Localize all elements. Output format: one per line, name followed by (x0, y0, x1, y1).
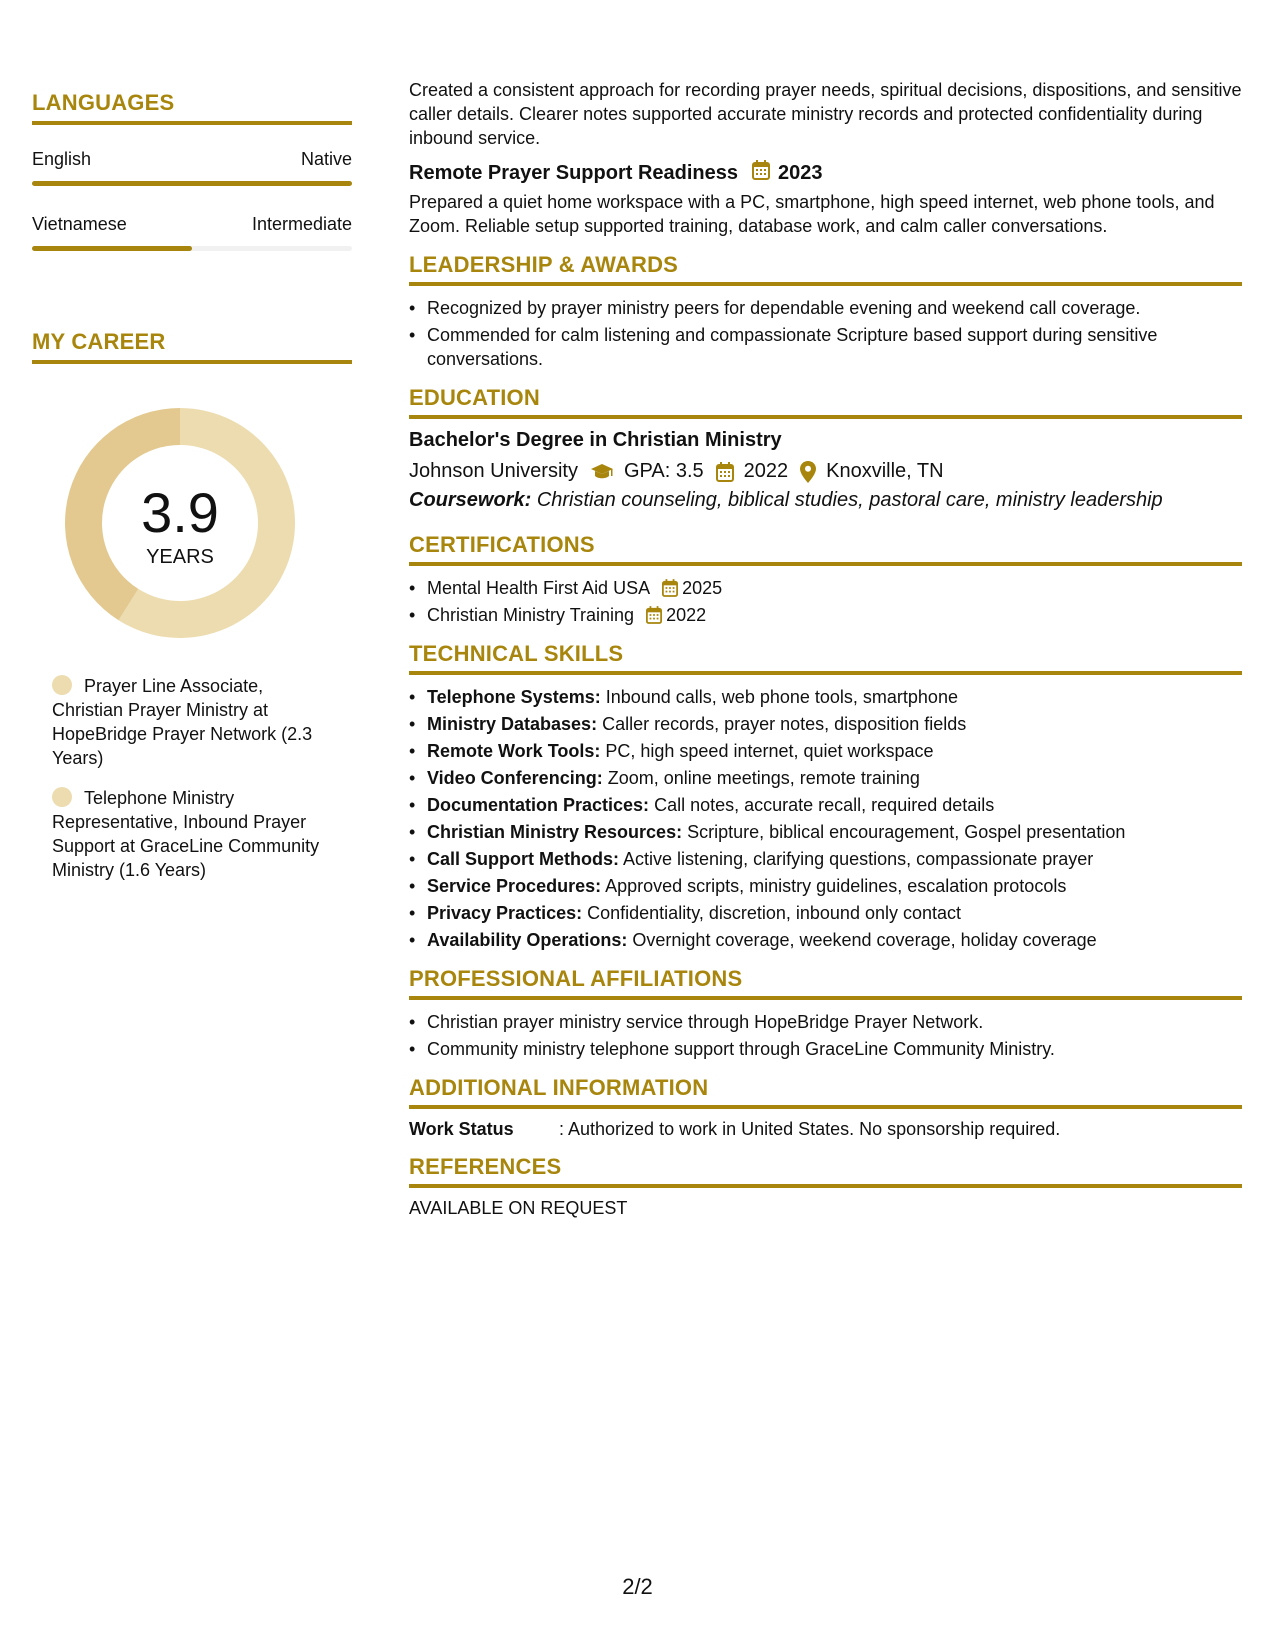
school-name: Johnson University (409, 460, 578, 482)
project-title-row (409, 160, 1242, 186)
skill-item: • Christian Ministry Resources: Scripture, biblical encouragement, Gospel presentation (427, 820, 1242, 844)
skills-heading: TECHNICAL SKILLS (409, 641, 624, 666)
language-level: Intermediate (251, 214, 352, 234)
affiliations-section (409, 966, 1242, 1061)
career-unit: YEARS (146, 546, 214, 568)
affiliations-list (409, 1010, 1242, 1061)
language-bar (32, 246, 352, 251)
career-legend (32, 674, 322, 882)
calendar-icon (662, 579, 678, 597)
education-section (409, 385, 1242, 512)
degree-title: Bachelor's Degree in Christian Ministry (409, 429, 782, 451)
skill-item: • Service Procedures: Approved scripts, ministry guidelines, escalation protocols (427, 874, 1242, 898)
language-row-vietnamese (32, 214, 352, 235)
skill-item: • Privacy Practices: Confidentiality, discretion, inbound only contact (427, 901, 1242, 925)
certifications-rule (409, 562, 1242, 566)
coursework (409, 489, 1242, 512)
skills-rule (409, 671, 1242, 675)
skill-item: • Ministry Databases: Caller records, prayer notes, disposition fields (427, 712, 1242, 736)
legend-dot-icon (52, 675, 72, 695)
references-text: AVAILABLE ON REQUEST (409, 1198, 628, 1218)
language-row-english (32, 149, 352, 170)
coursework-text: Christian counseling, biblical studies, pastoral care, ministry leadership (536, 489, 1163, 511)
career-total: 3.9 (141, 481, 219, 544)
list-item: • Recognized by prayer ministry peers for dependable evening and weekend call coverage. (427, 296, 1242, 320)
language-name: Vietnamese (32, 214, 127, 234)
education-heading: EDUCATION (409, 385, 540, 410)
right-column (409, 78, 1242, 1219)
cert-name: • Christian Ministry Training (427, 605, 635, 625)
graduation-cap-icon (590, 463, 614, 481)
calendar-icon (752, 160, 770, 186)
language-bar-fill (32, 181, 352, 186)
page-number: 2/2 (622, 1574, 653, 1599)
additional-rule (409, 1105, 1242, 1109)
language-bar (32, 181, 352, 186)
language-bar-fill (32, 246, 192, 251)
skill-item: • Telephone Systems: Inbound calls, web phone tools, smartphone (427, 685, 1242, 709)
project-year: 2023 (778, 161, 823, 184)
leadership-rule (409, 282, 1242, 286)
affiliations-heading: PROFESSIONAL AFFILIATIONS (409, 966, 743, 991)
education-rule (409, 415, 1242, 419)
list-item: • Christian prayer ministry service through HopeBridge Prayer Network. (427, 1010, 1242, 1034)
skills-section (409, 641, 1242, 952)
list-item: • Community ministry telephone support through GraceLine Community Ministry. (427, 1037, 1242, 1061)
skill-item: • Documentation Practices: Call notes, accurate recall, required details (427, 793, 1242, 817)
project-title: Remote Prayer Support Readiness (409, 161, 738, 184)
references-rule (409, 1184, 1242, 1188)
languages-rule (32, 121, 352, 125)
graduation-year: 2022 (743, 460, 789, 482)
cert-year: 2025 (682, 578, 723, 598)
project-intro: Created a consistent approach for recording prayer needs, spiritual decisions, dispositions, and sensitive caller details. Clearer notes supported accurate ministry records and protected confidentiality during inbound service. (409, 80, 1242, 148)
project-desc: Prepared a quiet home workspace with a PC, smartphone, high speed internet, web phone tools, and Zoom. Reliable setup supported training, database work, and calm caller conversations. (409, 192, 1215, 236)
work-status-key: Work Status (409, 1119, 514, 1139)
leadership-section (409, 252, 1242, 371)
career-rule (32, 360, 352, 364)
cert-year: 2022 (666, 605, 707, 625)
skill-item: • Call Support Methods: Active listening, clarifying questions, compassionate prayer (427, 847, 1242, 871)
career-donut (65, 408, 295, 638)
cert-name: • Mental Health First Aid USA (427, 578, 651, 598)
references-heading: REFERENCES (409, 1154, 562, 1179)
school-location: Knoxville, TN (826, 460, 944, 482)
calendar-icon (646, 606, 662, 624)
language-level: Native (300, 149, 352, 169)
career-legend-item: Telephone Ministry Representative, Inbound Prayer Support at GraceLine Community Ministry (1.6 Years) (52, 788, 320, 880)
gpa: GPA: 3.5 (623, 460, 704, 482)
left-column (32, 90, 352, 898)
affiliations-rule (409, 996, 1242, 1000)
education-details (409, 460, 1242, 483)
leadership-heading: LEADERSHIP & AWARDS (409, 252, 679, 277)
additional-section (409, 1075, 1242, 1140)
languages-heading: LANGUAGES (32, 90, 175, 115)
language-name: English (32, 149, 92, 169)
leadership-list (409, 296, 1242, 371)
list-item (427, 603, 1242, 627)
skills-list (409, 685, 1242, 952)
work-status-row (409, 1119, 1242, 1140)
calendar-icon (716, 462, 734, 482)
certifications-heading: CERTIFICATIONS (409, 532, 595, 557)
work-status-value: : Authorized to work in United States. No sponsorship required. (559, 1119, 1061, 1139)
additional-heading: ADDITIONAL INFORMATION (409, 1075, 709, 1100)
skill-item: • Video Conferencing: Zoom, online meetings, remote training (427, 766, 1242, 790)
skill-item: • Availability Operations: Overnight coverage, weekend coverage, holiday coverage (427, 928, 1242, 952)
legend-dot-icon (52, 787, 72, 807)
coursework-label: Coursework: (409, 489, 532, 511)
list-item (427, 576, 1242, 600)
list-item: • Commended for calm listening and compassionate Scripture based support during sensitive conversations. (427, 323, 1242, 371)
career-legend-item: Prayer Line Associate, Christian Prayer Ministry at HopeBridge Prayer Network (2.3 Years) (52, 676, 313, 768)
career-heading: MY CAREER (32, 329, 166, 354)
references-section (409, 1154, 1242, 1219)
certifications-list (409, 576, 1242, 627)
location-pin-icon (800, 461, 816, 483)
certifications-section (409, 532, 1242, 627)
skill-item: • Remote Work Tools: PC, high speed internet, quiet workspace (427, 739, 1242, 763)
